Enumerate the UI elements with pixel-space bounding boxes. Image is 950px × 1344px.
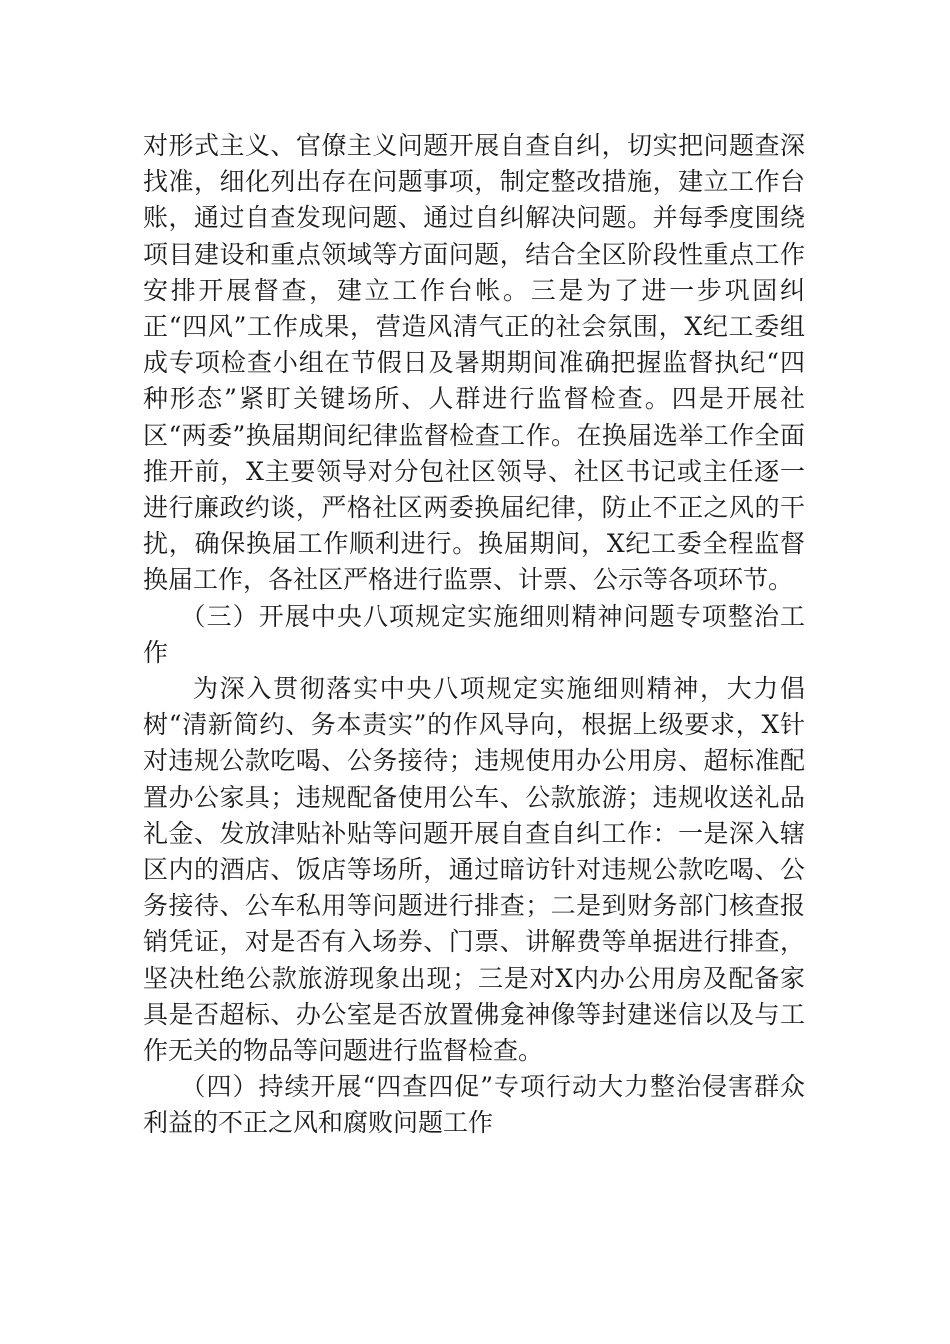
section-heading-4: （四）持续开展“四查四促”专项行动大力整治侵害群众利益的不正之风和腐败问题工作 — [143, 1072, 805, 1138]
section-heading-3: （三）开展中央八项规定实施细则精神问题专项整治工作 — [143, 601, 805, 667]
paragraph-continued: 对形式主义、官僚主义问题开展自查自纠，切实把问题查深找准，细化列出存在问题事项，制定整改措施，建立工作台账，通过自查发现问题、通过自纠解决问题。并每季度围绕项目建设和重点领域等方面问题，结合全区阶段性重点工作安排开展督查，建立工作台帐。三是为了进一步巩固纠正“四风”工作成果，营造风清气正的社会氛围，X纪工委组成专项检查小组在节假日及暑期期间准确把握监督执纪“四种形态”紧盯关键场所、人群进行监督检查。四是开展社区“两委”换届期间纪律监督检查工作。在换届选举工作全面推开前，X主要领导对分包社区领导、社区书记或主任逐一进行廉政约谈，严格社区两委换届纪律，防止不正之风的干扰，确保换届工作顺利进行。换届期间，X纪工委全程监督换届工作，各社区严格进行监票、计票、公示等各项环节。 — [143, 131, 805, 595]
document-body — [143, 128, 805, 1142]
paragraph-section-3-body: 为深入贯彻落实中央八项规定实施细则精神，大力倡树“清新简约、务本责实”的作风导向，根据上级要求，X针对违规公款吃喝、公务接待；违规使用办公用房、超标准配置办公家具；违规配备使用公车、公款旅游；违规收送礼品礼金、发放津贴补贴等问题开展自查自纠工作：一是深入辖区内的酒店、饭店等场所，通过暗访针对违规公款吃喝、公务接待、公车私用等问题进行排查；二是到财务部门核查报销凭证，对是否有入场券、门票、讲解费等单据进行排查，坚决杜绝公款旅游现象出现；三是对X内办公用房及配备家具是否超标、办公室是否放置佛龛神像等封建迷信以及与工作无关的物品等问题进行监督检查。 — [143, 674, 805, 1066]
